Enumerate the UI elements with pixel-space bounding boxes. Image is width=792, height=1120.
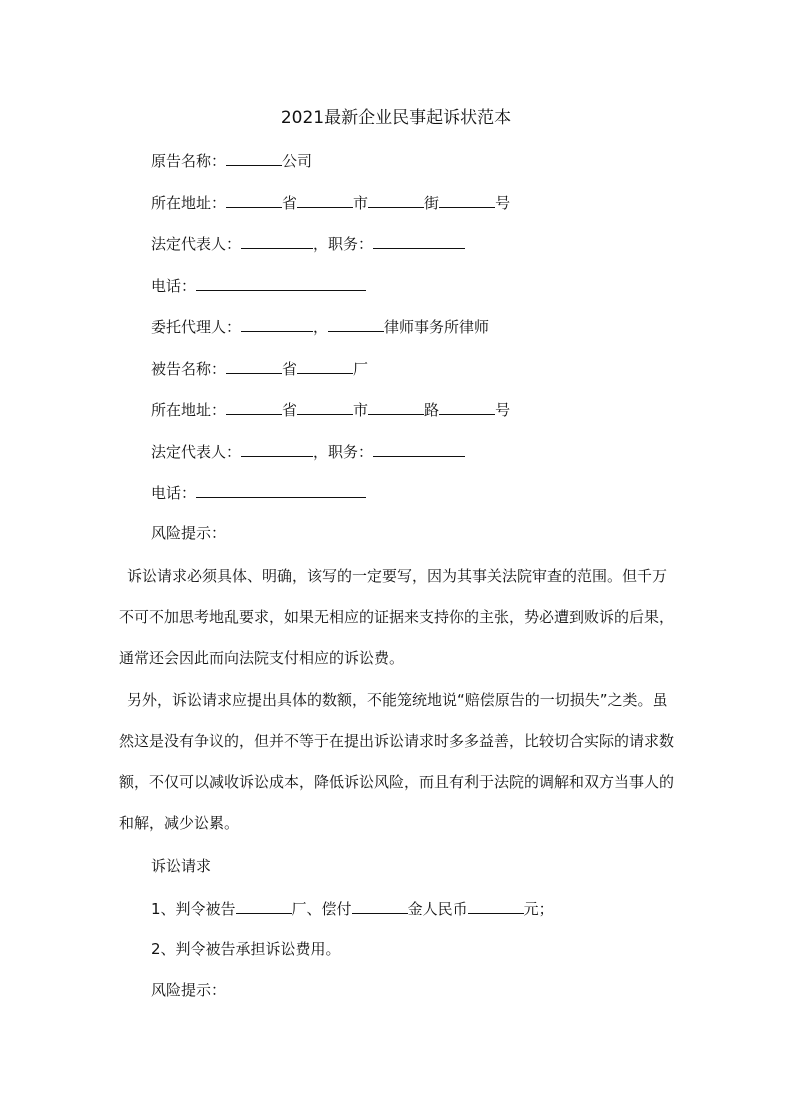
agent-separator: ， [313, 318, 329, 336]
blank-field [373, 231, 465, 249]
blank-field [373, 439, 465, 457]
defendant-phone-label: 电话： [151, 484, 197, 502]
defendant-address-label: 所在地址： [151, 401, 227, 419]
risk-paragraph: 另外，诉讼请求应提出具体的数额，不能笼统地说“赔偿原告的一切损失”之类。虽然这是没有争议的，但并不等于在提出诉讼请求时多多益善，比较切合实际的请求数额，不仅可以减收诉讼成本，降低诉讼风险，而且有利于法院的调解和双方当事人的和解，减少讼累。 [119, 691, 675, 832]
plaintiff-rep-line [151, 231, 465, 255]
blank-field [297, 356, 353, 374]
claim-text: 金人民币 [407, 900, 468, 918]
blank-field [352, 896, 408, 914]
claim-text: 厂、偿付 [291, 900, 352, 918]
risk-paragraph: 诉讼请求必须具体、明确，该写的一定要写，因为其事关法院审查的范围。但千万不可不加思考地乱要求，如果无相应的证据来支持你的主张，势必遭到败诉的后果，通常还会因此而向法院支付相应的诉讼费。 [119, 567, 675, 667]
risk-heading: 风险提示： [151, 524, 227, 542]
plaintiff-agent-label: 委托代理人： [151, 318, 242, 336]
claim-item: 2、判令被告承担诉讼费用。 [151, 940, 341, 958]
risk-heading: 风险提示： [151, 981, 227, 999]
plaintiff-agent-suffix: 律师事务所律师 [384, 318, 490, 336]
claim-text: 1、判令被告 [151, 900, 236, 918]
blank-field [297, 190, 353, 208]
document-title: 2021最新企业民事起诉状范本 [280, 108, 512, 128]
blank-field [368, 190, 424, 208]
plaintiff-name-label: 原告名称： [151, 152, 227, 170]
plaintiff-name-suffix: 公司 [282, 152, 313, 170]
defendant-address-line [151, 397, 510, 421]
blank-field [226, 148, 282, 166]
blank-field [468, 896, 524, 914]
plaintiff-agent-line [151, 314, 489, 338]
blank-field [297, 397, 353, 415]
blank-field [226, 356, 282, 374]
blank-field [368, 397, 424, 415]
defendant-rep-label: 法定代表人： [151, 443, 242, 461]
name-part: 省 [282, 360, 298, 378]
defendant-phone-line [151, 480, 366, 504]
claim-item [151, 896, 554, 920]
blank-field [196, 480, 366, 498]
blank-field [236, 896, 292, 914]
plaintiff-name-line [151, 148, 312, 172]
plaintiff-address-line [151, 190, 510, 214]
address-part: 街 [424, 194, 440, 212]
plaintiff-address-label: 所在地址： [151, 194, 227, 212]
address-part: 省 [282, 401, 298, 419]
plaintiff-phone-line [151, 273, 366, 297]
defendant-position-label: ，职务： [313, 443, 374, 461]
address-part: 路 [424, 401, 440, 419]
blank-field [439, 397, 495, 415]
blank-field [226, 397, 282, 415]
blank-field [196, 273, 366, 291]
blank-field [241, 439, 313, 457]
blank-field [241, 231, 313, 249]
address-part: 市 [353, 194, 369, 212]
blank-field [226, 190, 282, 208]
address-part: 市 [353, 401, 369, 419]
defendant-name-line [151, 356, 368, 380]
address-part: 省 [282, 194, 298, 212]
defendant-rep-line [151, 439, 465, 463]
plaintiff-rep-label: 法定代表人： [151, 235, 242, 253]
claim-text: 元； [523, 900, 554, 918]
blank-field [241, 314, 313, 332]
plaintiff-position-label: ，职务： [313, 235, 374, 253]
blank-field [328, 314, 384, 332]
name-part: 厂 [353, 360, 369, 378]
address-part: 号 [495, 401, 511, 419]
plaintiff-phone-label: 电话： [151, 277, 197, 295]
defendant-name-label: 被告名称： [151, 360, 227, 378]
claims-heading: 诉讼请求 [151, 857, 212, 875]
address-part: 号 [495, 194, 511, 212]
blank-field [439, 190, 495, 208]
